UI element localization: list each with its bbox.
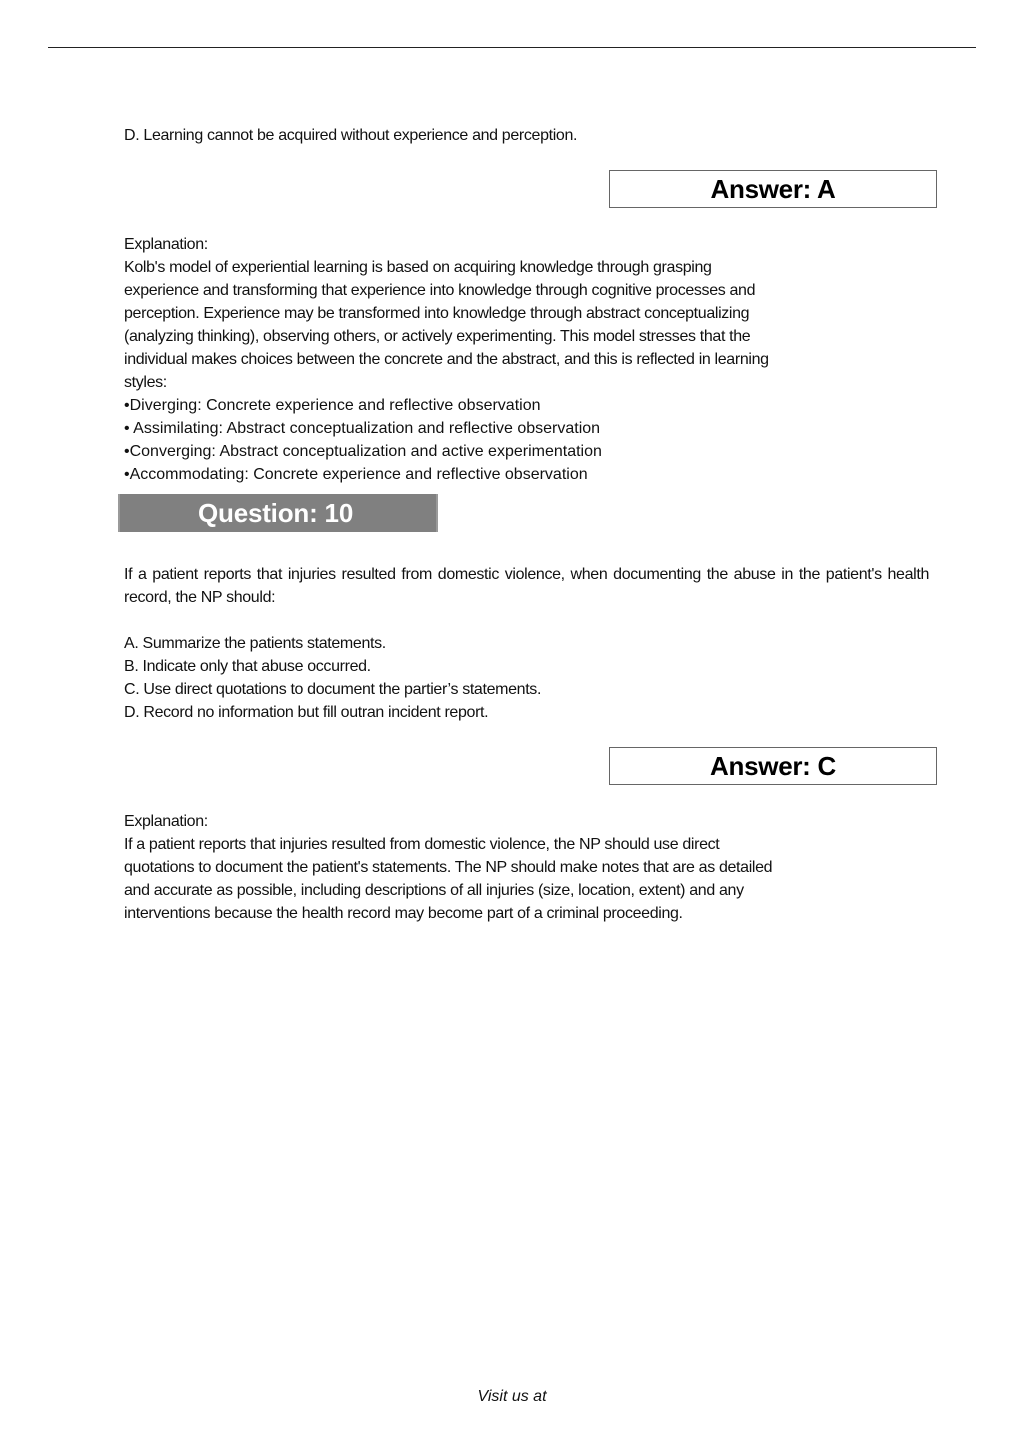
answer-option-b: B. Indicate only that abuse occurred. <box>124 658 371 675</box>
explanation-line: (analyzing thinking), observing others, or actively experimenting. This model stresses that the <box>124 328 751 345</box>
explanation-line: If a patient reports that injuries resulted from domestic violence, the NP should use direct <box>124 836 720 853</box>
question-stem: If a patient reports that injuries resulted from domestic violence, when documenting the abuse in the patient's health record, the NP should: <box>124 566 929 606</box>
explanation-line: perception. Experience may be transformed into knowledge through abstract conceptualizing <box>124 305 750 322</box>
answer-option-a: A. Summarize the patients statements. <box>124 635 386 652</box>
answer-box-prev: Answer: A <box>609 170 937 208</box>
explanation-label-prev: Explanation: <box>124 236 208 253</box>
answer-option-d: D. Record no information but fill outran incident report. <box>124 704 489 721</box>
explanation-line: styles: <box>124 374 167 391</box>
explanation-line: interventions because the health record may become part of a criminal proceeding. <box>124 905 683 922</box>
footer-visit-text: Visit us at <box>477 1388 547 1405</box>
explanation-line: individual makes choices between the concrete and the abstract, and this is reflected in learning <box>124 351 769 368</box>
answer-box: Answer: C <box>609 747 937 785</box>
prev-option-d: D. Learning cannot be acquired without experience and perception. <box>124 127 578 144</box>
explanation-line: and accurate as possible, including descriptions of all injuries (size, location, extent) and any <box>124 882 744 899</box>
question-banner: Question: 10 <box>118 494 438 532</box>
explanation-line: quotations to document the patient's statements. The NP should make notes that are as detailed <box>124 859 773 876</box>
answer-option-c: C. Use direct quotations to document the partier’s statements. <box>124 681 542 698</box>
explanation-line: experience and transforming that experience into knowledge through cognitive processes and <box>124 282 756 299</box>
explanation-line: Kolb's model of experiential learning is based on acquiring knowledge through grasping <box>124 259 712 276</box>
learning-style-bullet: • Assimilating: Abstract conceptualization and reflective observation <box>124 420 601 437</box>
explanation-label: Explanation: <box>124 813 208 830</box>
learning-style-bullet: •Converging: Abstract conceptualization and active experimentation <box>124 443 602 460</box>
learning-style-bullet: •Diverging: Concrete experience and reflective observation <box>124 397 541 414</box>
header-rule <box>48 47 976 48</box>
learning-style-bullet: •Accommodating: Concrete experience and reflective observation <box>124 466 588 483</box>
